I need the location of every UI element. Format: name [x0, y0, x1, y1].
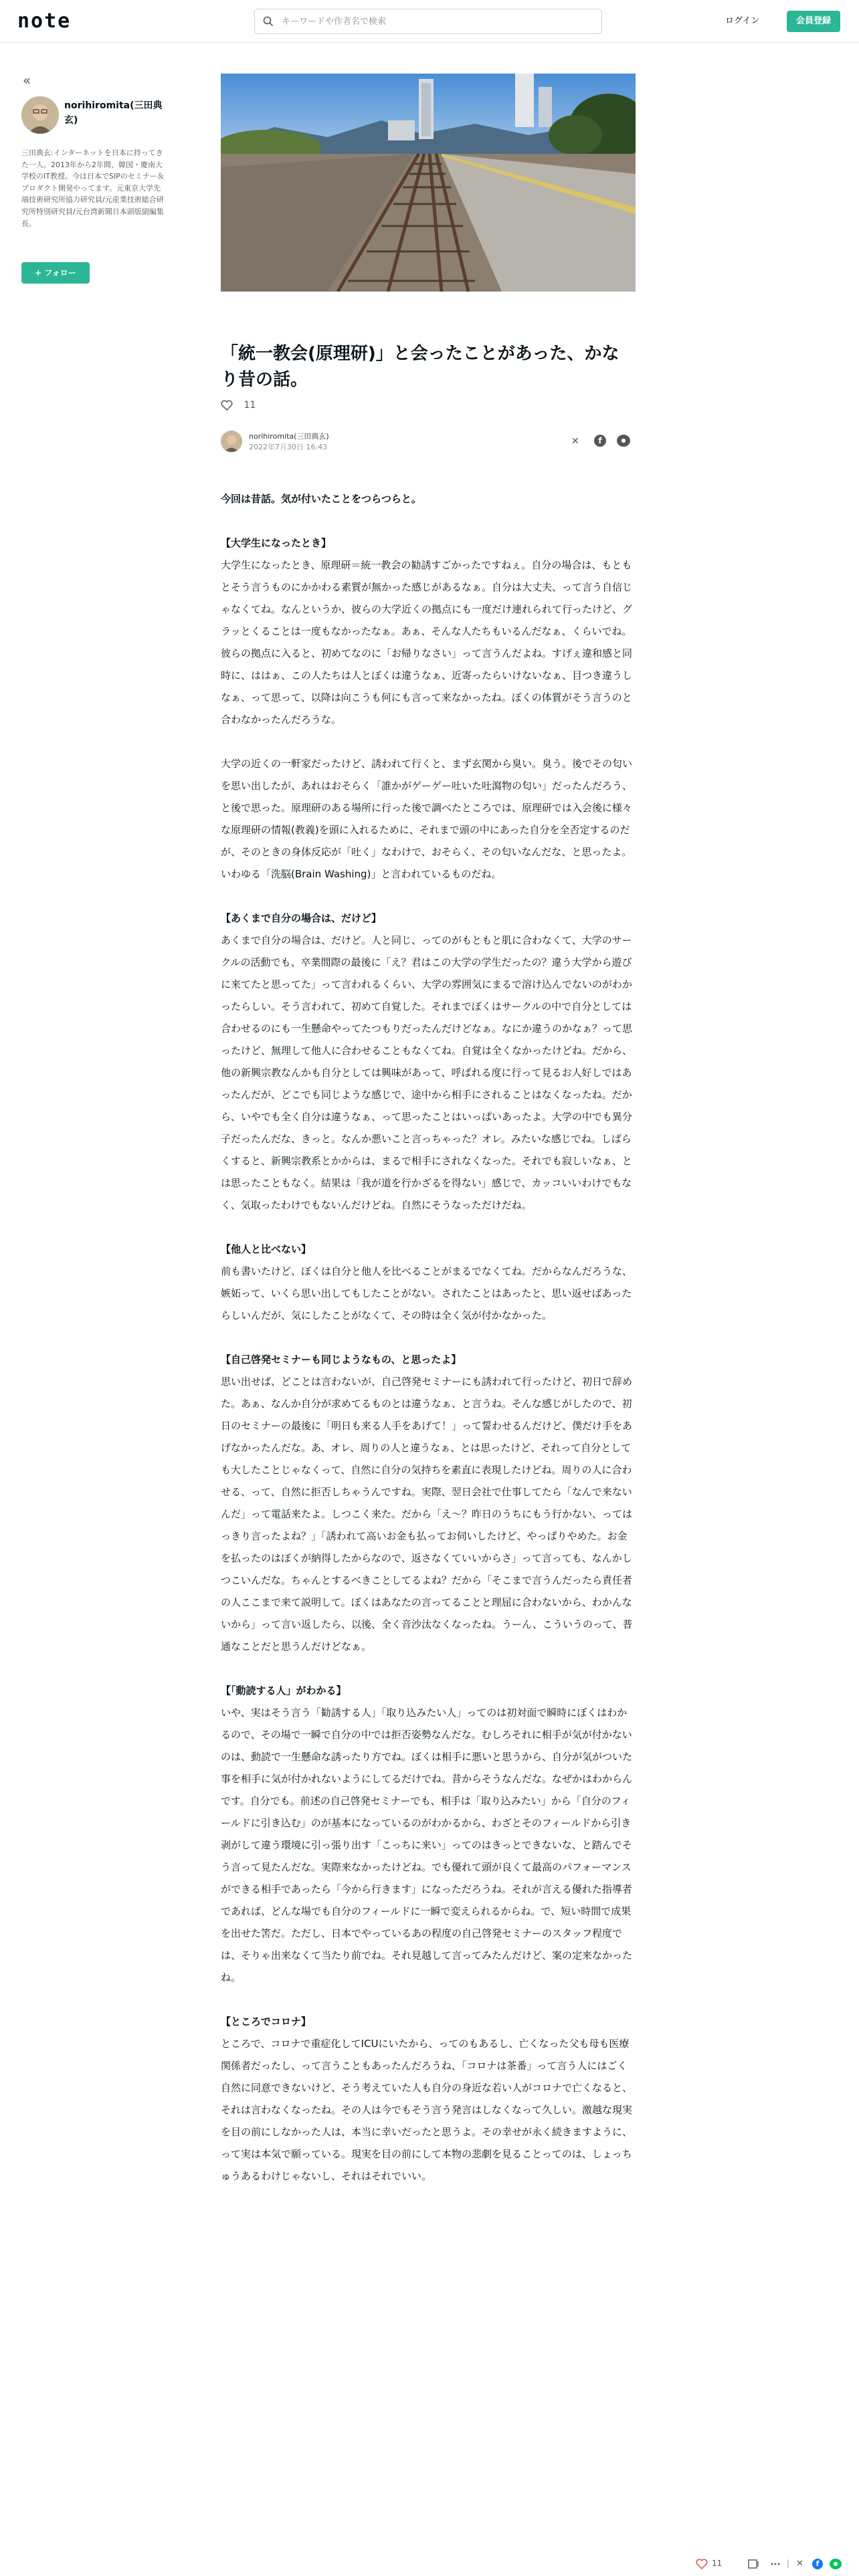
byline-author-name[interactable]: norihiromita(三田典玄) [249, 432, 329, 441]
article-title: 「統一教会(原理研)」と会ったことがあった、かなり昔の話。 [221, 344, 619, 390]
like-button[interactable] [221, 400, 256, 416]
line-share-icon[interactable]: ● [830, 2559, 842, 2569]
author-name[interactable]: norihiromita(三田典玄) [64, 100, 163, 126]
footer-like-count: 11 [712, 2559, 723, 2568]
section-heading: 【「動読する人」がわかる】 [221, 1685, 347, 1697]
heart-icon[interactable] [696, 2559, 708, 2569]
hero-image [221, 74, 636, 292]
paragraph: ところで、コロナで重症化してICUにいたから、ってのもあるし、亡くなった父も母も医療関係者だったし、って言うこともあったんだろうね、「コロナは茶番」って言う人にはごく自然に同意できないけど、そう考えていた人も自分の身近な若い人がコロナで亡くなると、それは言わなくなったね。その人は今でもそう言う発言はしなくなって久しい。激越な現実を目の前にしなかった人は、本当に幸いだったと思うよ。その幸せが永く続きますように、って実は本気で願っている。現実を目の前にして本物の悲劇を見ることってのは、しょっちゅうあるわけじゃないし、それはそれでいい。 [221, 2038, 633, 2182]
more-icon[interactable] [769, 2559, 781, 2569]
section-heading: 【あくまで自分の場合は、だけど】 [221, 912, 382, 924]
facebook-share-icon[interactable]: f [812, 2559, 823, 2569]
byline-date: 2022年7月30日 16:43 [249, 443, 328, 451]
section-heading: 【大学生になったとき】 [221, 537, 332, 549]
paragraph: 思い出せば、どことは言わないが、自己啓発セミナーにも誘われて行ったけど、初日で辞めた。あぁ、なんか自分が求めてるものとは違うなぁ、と言うね。そんな感じがしたので、初日のセミナーの最後に「明日も来る人手をあげて！」って誓わせるんだけど、僕だけ手をあげなかったんだな。あ、オレ、周りの人と違うなぁ、とは思ったけど、それって自分としても大したことじゃなくって、自然に自分の気持ちを素直に表現したけどね。周りの人に合わせる、って、自然に拒否しちゃうんですね。実際、翌日会社で仕事してたら「なんで来ないんだ」って電話来たよ。しつこく来た。だから「え〜？昨日のうちにもう行かない、ってはっきり言ったよね？」「誘われて高いお金も払ってお伺いしたけど、やっぱりやめた。お金を払ったのはぼくが納得したからなので、返さなくていいからさ」って言っても、なんかしつこいんだな。ちゃんとするべきことしてるよね？だから「そこまで言うんだったら責任者の人ここまで来て説明して。ぼくはあなたの言ってることと理屈に合わないから、わかんないから」って言い返したら、以後、全く音沙汰なくなったね。うーん、こういうのって、普通なことだと思うんだけどなぁ。 [221, 1376, 633, 1652]
search-input[interactable] [282, 15, 589, 28]
paragraph: 大学の近くの一軒家だったけど、誘われて行くと、まず玄関から臭い。臭う。後でその匂いを思い出したが、あれはおそらく「誰かがゲーゲー吐いた吐瀉物の匂い」だったんだろう、と後で思った。原理研のある場所に行った後で調べたところでは、原理研では入会後に様々な原理研の情報(教義)を頭に入れるために、それまで頭の中にあった自分を全否定するのだが、そのときの身体反応が「吐く」なわけで、おそらく、その匂いなんだな、と思ったよ。いわゆる「洗脳(Brain Washing)」と言われているものだね。 [221, 758, 633, 880]
facebook-share-icon[interactable]: f [594, 435, 606, 447]
like-count: 11 [244, 400, 256, 411]
author-avatar[interactable] [21, 96, 59, 134]
paragraph: 大学生になったとき、原理研＝統一教会の勧誘すごかったですねぇ。自分の場合は、もともとそう言うものにかかわる素質が無かった感じがあるなぁ。自分は大丈夫、って言う自信じゃなくてね。なんというか、彼らの大学近くの拠点にも一度だけ連れられて行ったけど、グラッとくることは一度もなかったなぁ。あぁ、そんな人たちもいるんだなぁ、くらいでね。彼らの拠点に入ると、初めてなのに「お帰りなさい」って言うんだよね。すげぇ違和感と同時に、ははぁ、この人たちは人とぼくは違うなぁ、近寄ったらいけないなぁ、目つき違うしなぁ、って思って、以降は向こうも何にも言って来なかったね。ぼくの体質がそう言うのと合わなかったんだろうな。 [221, 559, 633, 726]
search-box[interactable] [254, 9, 602, 34]
magazine-add-icon[interactable] [748, 2559, 760, 2569]
article-lead: 今回は昔話。気が付いたことをつらつらと。 [221, 493, 421, 505]
paragraph: いや、実はそう言う「勧誘する人」「取り込みたい人」ってのは初対面で瞬時にぼくはわかるので、その場で一瞬で自分の中では拒否姿勢なんだな。むしろそれに相手が気が付かないのは、動読で一生懸命な誘ったり方でね。ぼくは相手に悪いと思うから、自分が気がついた事を相手に気が付かれないようにしてるだけでね。昔からそうなんだな。なぜかはわからんです。自分でも。前述の自己啓発セミナーでも、相手は「取り込みたい」から「自分のフィールドに引き込む」のが基本になっているのがわかるから、わざとそのフィールドから引き剥がして違う環境に引っ張り出す「こっちに来い」ってのはきっとできないな、と踏んでそう言って見たんだな。実際来なかったけどね。でも優れて頭が良くて最高のパフォーマンスができる相手であったら「今から行きます」になっただろうね。それが言える優れた指導者であれば、どんな場でも自分のフィールドに一瞬で変えられるからね。で、短い時間で成果を出せた筈だ。ただし、日本でやっているあの程度の自己啓発セミナーのスタッフ程度では、そりゃ出来なくて当たり前でね。それ見越して言ってみたんだけど、案の定来なかったね。 [221, 1707, 633, 1983]
section-heading: 【自己啓発セミナーも同じようなもの、と思ったよ】 [221, 1354, 462, 1366]
note-logo[interactable]: note [17, 9, 72, 33]
collapse-sidebar-icon[interactable]: « [23, 72, 31, 88]
paragraph: あくまで自分の場合は、だけど。人と同じ、ってのがもともと肌に合わなくて、大学のサークルの活動でも、卒業間際の最後に「え？君はこの大学の学生だったの？違う大学から遊びに来てたと思ってた」って言われるくらい、大学の雰囲気にまるで溶け込んでないのがわかったらしい。そう言われて、初めて自覚した。それまでぼくはサークルの中で自分としては合わせるのにも一生懸命やってたつもりだったんだけどなぁ。なにか違うのかなぁ？って思ったけど、無理して他人に合わせることもなくてね。自覚は全くなかったけどね。だから、他の新興宗教なんかも自分としては興味があって、呼ばれる度に行って見るお人好しではあったんだが、どこでも同じような感じで、途中から相手にされることはなくなったね。だから、いやでも全く自分は違うなぁ、って思ったことはいっぱいあったよ。大学の中でも異分子だったんだな、きっと。なんか悪いこと言っちゃった？オレ。みたいな感じでね。しばらくすると、新興宗教系とかからは、まるで相手にされなくなった。それでも寂しいなぁ、とは思ったこともなく。結果は「我が道を行かざるを得ない」感じで、カッコいいわけでもなく、気取ったわけでもないんだけどね。自然にそうなっただけだね。 [221, 934, 633, 1211]
follow-button[interactable]: + フォロー [21, 262, 90, 284]
section-heading: 【ところでコロナ】 [221, 2016, 311, 2028]
byline-avatar[interactable] [221, 431, 242, 452]
author-bio: 三田典玄:インターネットを日本に持ってきた一人。2013年から2年間、韓国・慶南大学校のIT教授。今は日本でSIPのセミナー＆プロダクト開発やってます。元東京大学先端技術研究所協力研究員/元産業技術総合研究所特別研究員/元台湾新聞日本頭版副編集長。 [21, 148, 165, 228]
search-icon [263, 16, 274, 27]
heart-icon [221, 400, 233, 411]
paragraph: 前も書いたけど、ぼくは自分と他人を比べることがまるでなくてね。だからなんだろうな、嫉妬って、いくら思い出してもしたことがない。されたことはあったと、思い返せばあったらしいんだが、気にしたことがなくて、その時は全く気が付かなかった。 [221, 1265, 632, 1321]
signup-button[interactable]: 会員登録 [787, 11, 840, 32]
x-share-icon[interactable]: ✕ [571, 436, 579, 447]
line-share-icon[interactable]: ● [617, 435, 630, 447]
footer-divider: | [787, 2559, 790, 2568]
article-body [221, 488, 636, 2187]
top-header [0, 0, 859, 43]
section-heading: 【他人と比べない】 [221, 1243, 312, 1255]
x-share-icon[interactable]: ✕ [796, 2559, 803, 2569]
login-link[interactable]: ログイン [725, 16, 760, 26]
